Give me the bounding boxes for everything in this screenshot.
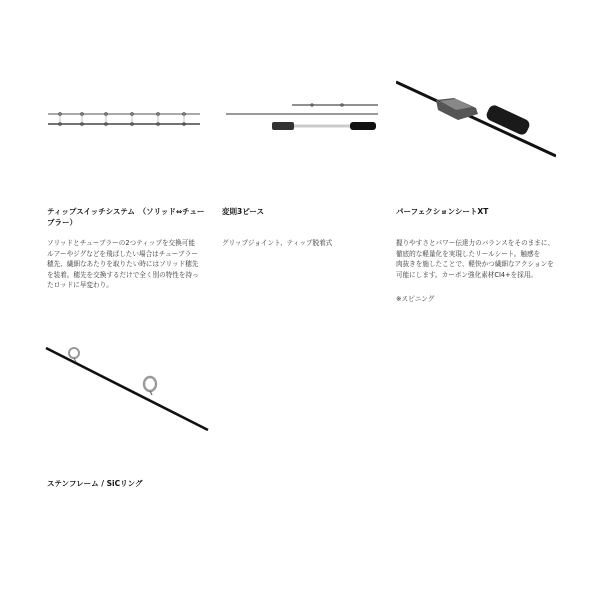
description-line: たロッドに早変わり。 [47,281,113,290]
feature-description [47,238,212,291]
reel-seat-image [396,80,556,160]
description-line: 穂先、繊細なあたりを取りたい時にはソリッド穂先 [47,260,199,269]
description-line: グリップジョイント、ティップ脱着式 [222,239,333,247]
description-line: 肉抜きを施したことで、軽快かつ繊細なアクションを [396,260,554,269]
description-line: ルアーやジグなどを飛ばしたい場合はチューブラー [47,249,198,258]
description-line: 可能にします。カーボン強化素材CI4+を採用。 [396,270,538,279]
feature-description [396,238,566,280]
feature-title: ティップスイッチシステム （ソリッド⇔チューブラー） [47,207,205,227]
rod-3piece-image [222,95,382,140]
rod-tips-image [44,100,204,140]
feature-title: パーフェクションシートXT [396,207,489,216]
feature-description [222,238,387,249]
feature-title: ステンフレーム / SiCリング [47,479,143,488]
description-line: 握りやすさとパワー伝達力のバランスをそのままに、 [396,239,555,247]
description-line: ソリッドとチューブラーの2つティップを交換可能 [47,239,195,247]
feature-title: 変則3ピース [222,207,265,216]
guide-ring-image [44,340,210,432]
feature-note: ※スピニング [396,295,435,303]
description-line: を装着。穂先を交換するだけで全く別の特性を持っ [47,270,199,279]
description-line: 徹底的な軽量化を実現したリールシート。触感を [396,249,541,258]
